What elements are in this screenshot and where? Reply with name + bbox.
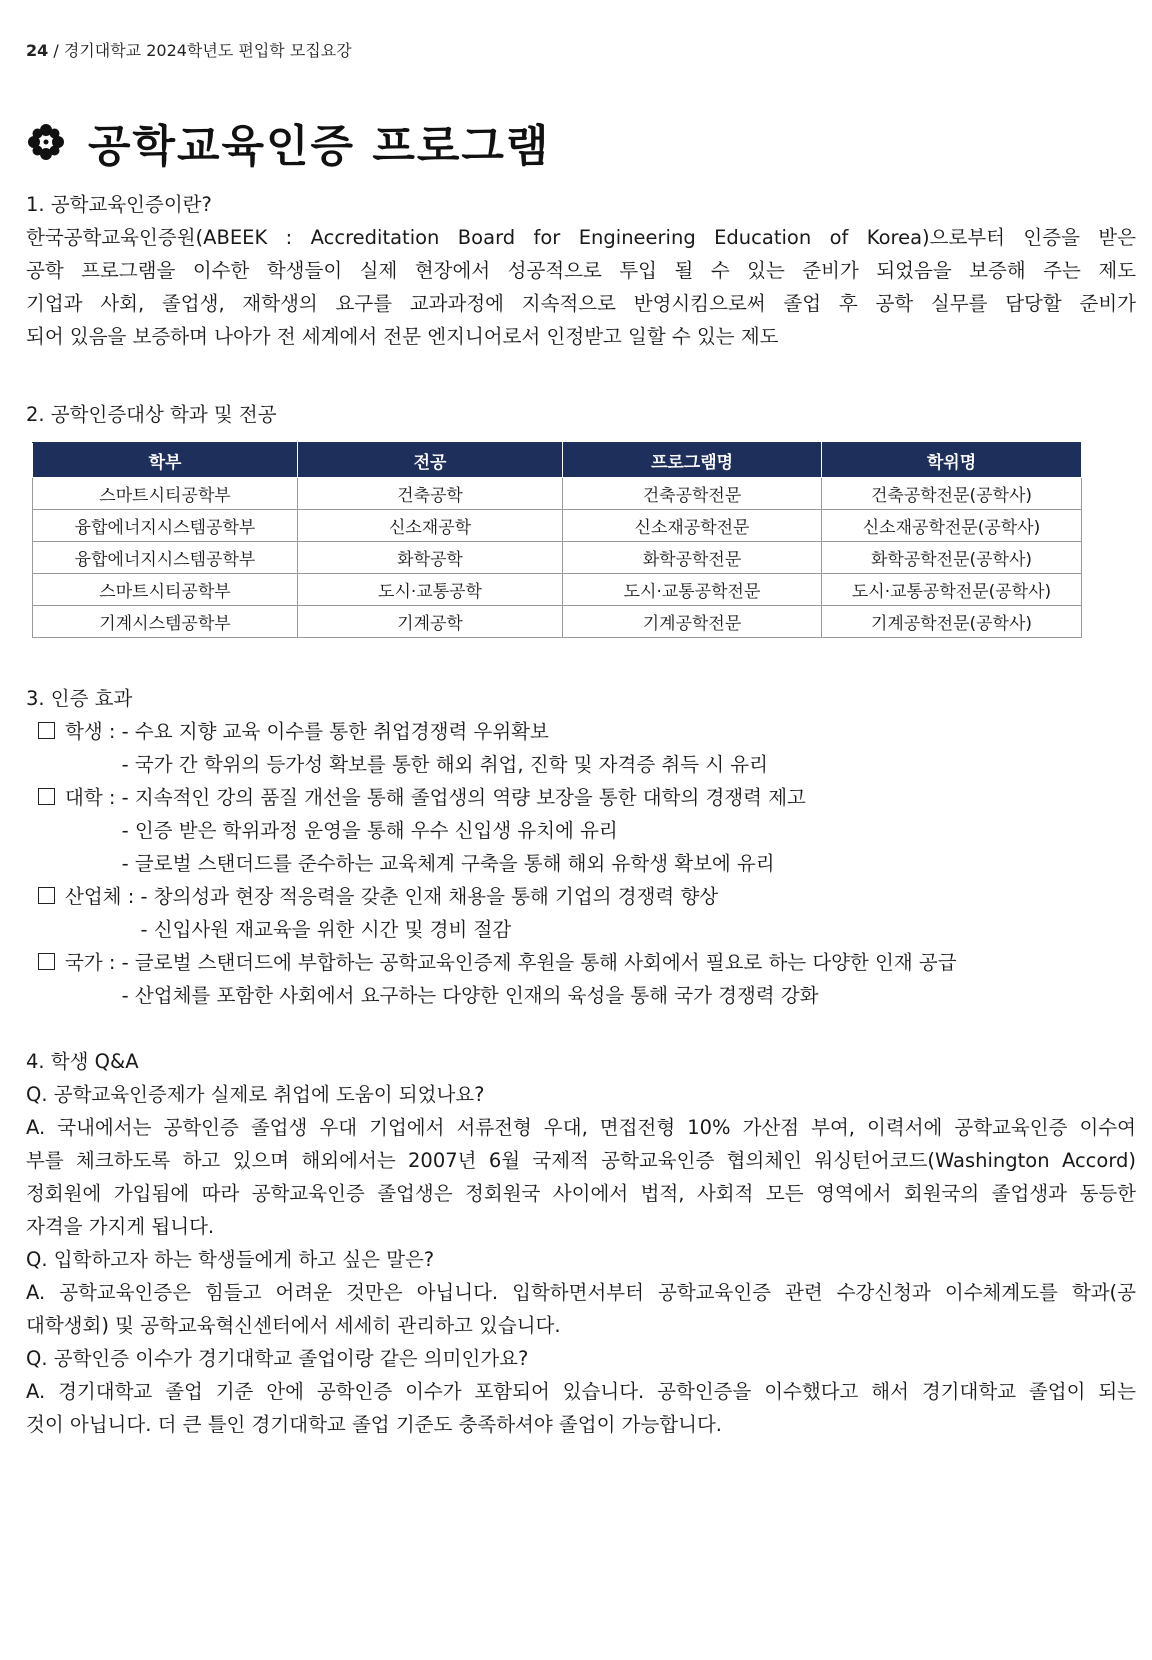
qa-line: A. 공학교육인증은 힘들고 어려운 것만은 아닙니다. 입학하면서부터 공학교육인증 관련 수강신청과 이수체계도를 학과(공 [26,1281,1136,1304]
effect-group-label: 국가 : [65,951,122,974]
table-cell: 화학공학전문(공학사) [822,542,1082,574]
table-cell: 건축공학 [298,478,563,510]
table-header-row [33,443,1082,478]
table-cell: 신소재공학 [298,510,563,542]
bullet-dash: - [121,720,135,743]
effect-row [26,847,1136,880]
qa-line: 대학생회) 및 공학교육혁신센터에서 세세히 관리하고 있습니다. [26,1314,561,1337]
page-title [26,110,550,174]
table-row [33,542,1082,574]
table-cell: 기계공학전문(공학사) [822,606,1082,638]
checkbox-square-icon [38,887,55,904]
effect-label-wrap [38,715,122,748]
section2-heading-wrap [26,398,1136,431]
bullet-dash: - [121,984,135,1007]
effect-item-text: 글로벌 스탠더드를 준수하는 교육체계 구축을 통해 해외 유학생 확보에 유리 [134,852,775,875]
section1-line: 되어 있음을 보증하며 나아가 전 세계에서 전문 엔지니어로서 인정받고 일할 수 있는 제도 [26,325,779,348]
table-cell: 신소재공학전문 [563,510,822,542]
qa-line: 부를 체크하도록 하고 있으며 해외에서는 2007년 6월 국제적 공학교육인증 협의체인 워싱턴어코드(Washington Accord) [26,1149,1136,1172]
program-table [32,442,1082,638]
bullet-dash: - [140,918,154,941]
effect-item-text: 국가 간 학위의 등가성 확보를 통한 해외 취업, 진학 및 자격증 취득 시 유리 [134,753,768,776]
effect-item-text: 산업체를 포함한 사회에서 요구하는 다양한 인재의 육성을 통해 국가 경쟁력 강화 [134,984,819,1007]
section1-line: 기업과 사회, 졸업생, 재학생의 요구를 교과과정에 지속적으로 반영시킴으로써 졸업 후 공학 실무를 담당할 준비가 [26,292,1136,315]
effect-row [26,781,1136,814]
section1-line: 한국공학교육인증원(ABEEK : Accreditation Board for Engineering Education of Korea)으로부터 인증을 받은 [26,226,1136,249]
section3-heading: 3. 인증 효과 [26,687,133,710]
table-cell: 도시·교통공학전문 [563,574,822,606]
bullet-dash: - [140,885,154,908]
bullet-dash: - [121,819,135,842]
bullet-dash: - [121,786,135,809]
effect-row [26,880,1136,913]
effect-label-wrap [38,880,140,913]
title-text: 공학교육인증 프로그램 [88,121,551,172]
table-cell: 화학공학 [298,542,563,574]
effect-row [26,946,1136,979]
col-header-major: 전공 [298,443,563,478]
table-cell: 기계공학전문 [563,606,822,638]
table-row [33,606,1082,638]
effects-list [26,715,1136,1012]
effect-row [26,715,1136,748]
table-cell: 스마트시티공학부 [33,574,298,606]
effect-row [26,979,1136,1012]
table-cell: 융합에너지시스템공학부 [33,542,298,574]
effect-group-label: 대학 : [65,786,122,809]
effect-item-text: 인증 받은 학위과정 운영을 통해 우수 신입생 유치에 유리 [134,819,618,842]
effect-group-label: 산업체 : [65,885,141,908]
effect-row [26,814,1136,847]
effect-item-text: 신입사원 재교육을 위한 시간 및 경비 절감 [153,918,512,941]
checkbox-square-icon [38,788,55,805]
checkbox-square-icon [38,722,55,739]
table-cell: 건축공학전문(공학사) [822,478,1082,510]
section-qa [26,1045,1136,1441]
page-number: 24 [26,41,49,60]
qa-line: Q. 입학하고자 하는 학생들에게 하고 싶은 말은? [26,1248,435,1271]
table-row [33,478,1082,510]
effect-label-wrap [38,781,122,814]
effect-item-text: 지속적인 강의 품질 개선을 통해 졸업생의 역량 보장을 통한 대학의 경쟁력 제고 [134,786,806,809]
qa-line: 자격을 가지게 됩니다. [26,1215,215,1238]
section1-line: 공학 프로그램을 이수한 학생들이 실제 현장에서 성공적으로 투입 될 수 있는 준비가 되었음을 보증해 주는 제도 [26,259,1136,282]
table-row [33,510,1082,542]
section1-heading: 1. 공학교육인증이란? [26,193,212,216]
table-cell: 건축공학전문 [563,478,822,510]
effect-item-text: 수요 지향 교육 이수를 통한 취업경쟁력 우위확보 [134,720,549,743]
qa-line: A. 경기대학교 졸업 기준 안에 공학인증 이수가 포함되어 있습니다. 공학인증을 이수했다고 해서 경기대학교 졸업이 되는 [26,1380,1136,1403]
section4-heading: 4. 학생 Q&A [26,1050,139,1073]
table-cell: 화학공학전문 [563,542,822,574]
effect-row [26,748,1136,781]
table-cell: 스마트시티공학부 [33,478,298,510]
bullet-dash: - [121,753,135,776]
checkbox-square-icon [38,953,55,970]
qa-line: Q. 공학교육인증제가 실제로 취업에 도움이 되었나요? [26,1083,485,1106]
bullet-dash: - [121,852,135,875]
qa-line: Q. 공학인증 이수가 경기대학교 졸업이랑 같은 의미인가요? [26,1347,529,1370]
effect-group-label: 학생 : [65,720,122,743]
effect-row [26,913,1136,946]
table-cell: 기계시스템공학부 [33,606,298,638]
qa-line: A. 국내에서는 공학인증 졸업생 우대 기업에서 서류전형 우대, 면접전형 10% 가산점 부여, 이력서에 공학교육인증 이수여 [26,1116,1136,1139]
section-what-is-certification [26,188,1136,353]
qa-line: 정회원에 가입됨에 따라 공학교육인증 졸업생은 정회원국 사이에서 법적, 사회적 모든 영역에서 회원국의 졸업생과 동등한 [26,1182,1136,1205]
table-cell: 도시·교통공학 [298,574,563,606]
col-header-division: 학부 [33,443,298,478]
qa-list [26,1078,1136,1441]
page-header [26,38,352,61]
flower-icon [26,122,66,162]
bullet-dash: - [121,951,135,974]
table-row [33,574,1082,606]
section2-heading: 2. 공학인증대상 학과 및 전공 [26,403,277,426]
effect-label-wrap [38,946,122,979]
qa-line: 것이 아닙니다. 더 큰 틀인 경기대학교 졸업 기준도 충족하셔야 졸업이 가능합니다. [26,1413,723,1436]
table-cell: 도시·교통공학전문(공학사) [822,574,1082,606]
col-header-degree: 학위명 [822,443,1082,478]
col-header-program: 프로그램명 [563,443,822,478]
table-cell: 기계공학 [298,606,563,638]
header-separator: / [53,41,59,60]
table-cell: 신소재공학전문(공학사) [822,510,1082,542]
section-effects [26,682,1136,1012]
table-cell: 융합에너지시스템공학부 [33,510,298,542]
effect-item-text: 글로벌 스탠더드에 부합하는 공학교육인증제 후원을 통해 사회에서 필요로 하는 다양한 인재 공급 [134,951,957,974]
header-doc-title: 경기대학교 2024학년도 편입학 모집요강 [63,41,352,60]
effect-item-text: 창의성과 현장 적응력을 갖춘 인재 채용을 통해 기업의 경쟁력 향상 [153,885,719,908]
